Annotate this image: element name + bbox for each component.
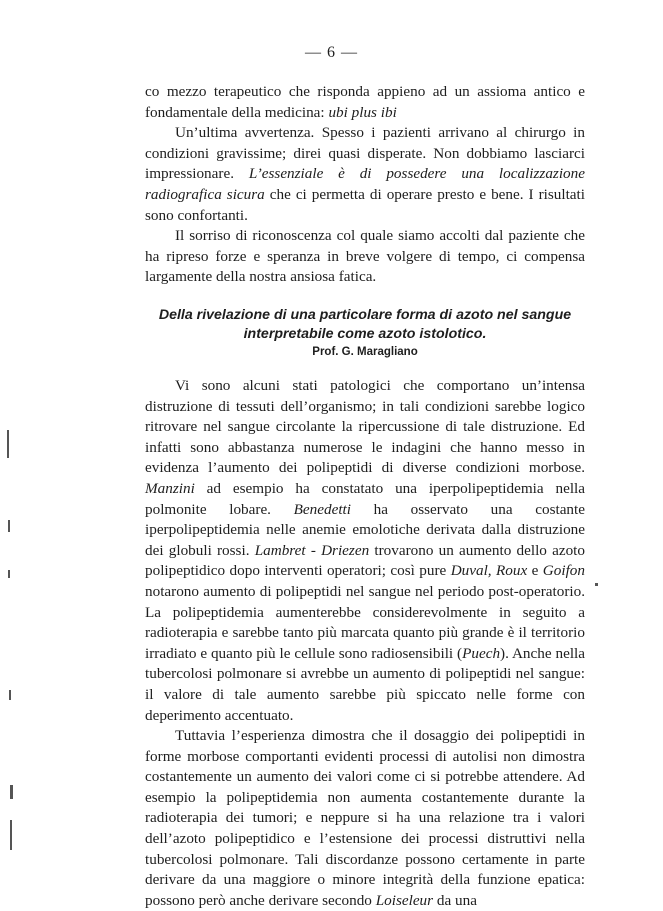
intro-paragraph-3: Il sorriso di riconoscenza col quale siamo accolti dal paziente che ha ripreso forze e speranza in breve volgere di tempo, ci compensa largamente della nostra ansiosa fatica. <box>145 227 585 286</box>
intro-paragraph-2: Un’ultima avvertenza. Spesso i pazienti arrivano al chirurgo in condizioni gravissime; direi quasi disperate. Non dobbiamo lasciarci impressionare. L’essenziale è di possedere una localizzazione radiografica sicura che ci permetta di operare presto e bene. I risultati sono confortanti. <box>145 124 585 224</box>
scan-margin-mark <box>10 785 13 799</box>
article-author: Prof. G. Maragliano <box>312 346 418 358</box>
article-body <box>145 376 585 911</box>
scan-margin-mark <box>7 430 9 458</box>
scan-margin-mark <box>595 583 598 586</box>
body-paragraph-1: Vi sono alcuni stati patologici che comportano un’intensa distruzione di tessuti dell’organismo; in tali condizioni sarebbe logico ritrovare nel sangue circolante la ripercussione di tale distruzione. Ed infatti sono abbastanza numerose le indagini che hanno messo in evidenza l’aumento dei polipeptidi di diverse condizioni morbose. Manzini ad esempio ha constatato una iperpolipeptidemia nella polmonite lobare. Benedetti ha osservato una costante iperpolipeptidemia nelle anemie emolotiche derivata dalla distruzione dei globuli rossi. Lambret - Driezen trovarono un aumento dello azoto polipeptidico dopo interventi operatori; così pure Duval, Roux e Goifon notarono aumento di polipeptidi nel sangue nel periodo post-operatorio. La polipeptidemia aumenterebbe considerevolmente in seguito a radioterapia e sarebbe tanto più marcata quanto più grande è il territorio irradiato e quanto più le cellule sono radiosensibili (Puech). Anche nella tubercolosi polmonare si avrebbe un aumento di polipeptidi nel sangue: il valore di tale aumento sarebbe più spiccato nelle forme con deperimento accentuato. <box>145 377 585 724</box>
page-number: — 6 — <box>305 44 358 61</box>
body-paragraph-2: Tuttavia l’esperienza dimostra che il dosaggio dei polipeptidi in forme morbose comportanti evidenti processi di autolisi non dimostra costantemente un aumento dei valori come ci si potrebbe attendere. Ad esempio la polipeptidemia non aumenta costantemente durante la radioterapia dei tumori; e neppure si ha una relazione tra i valori dell’azoto polipeptidico e l’estensione dei processi distruttivi nella tubercolosi polmonare. Tali discordanze possono certamente in parte derivare da una maggiore o minore integrità della funzione epatica: possono però anche derivare secondo Loiseleur da una <box>145 727 585 909</box>
intro-paragraph-1: co mezzo terapeutico che risponda appieno ad un assioma antico e fondamentale della medicina: ubi plus ibi <box>145 83 585 121</box>
scan-margin-mark <box>8 520 10 532</box>
scan-margin-mark <box>8 570 10 578</box>
scan-margin-mark <box>9 690 11 700</box>
article-title: Della rivelazione di una particolare forma di azoto nel sangue interpretabile come azoto istolotico. <box>158 307 572 342</box>
scan-margin-mark <box>10 820 12 850</box>
intro-block <box>145 82 585 288</box>
